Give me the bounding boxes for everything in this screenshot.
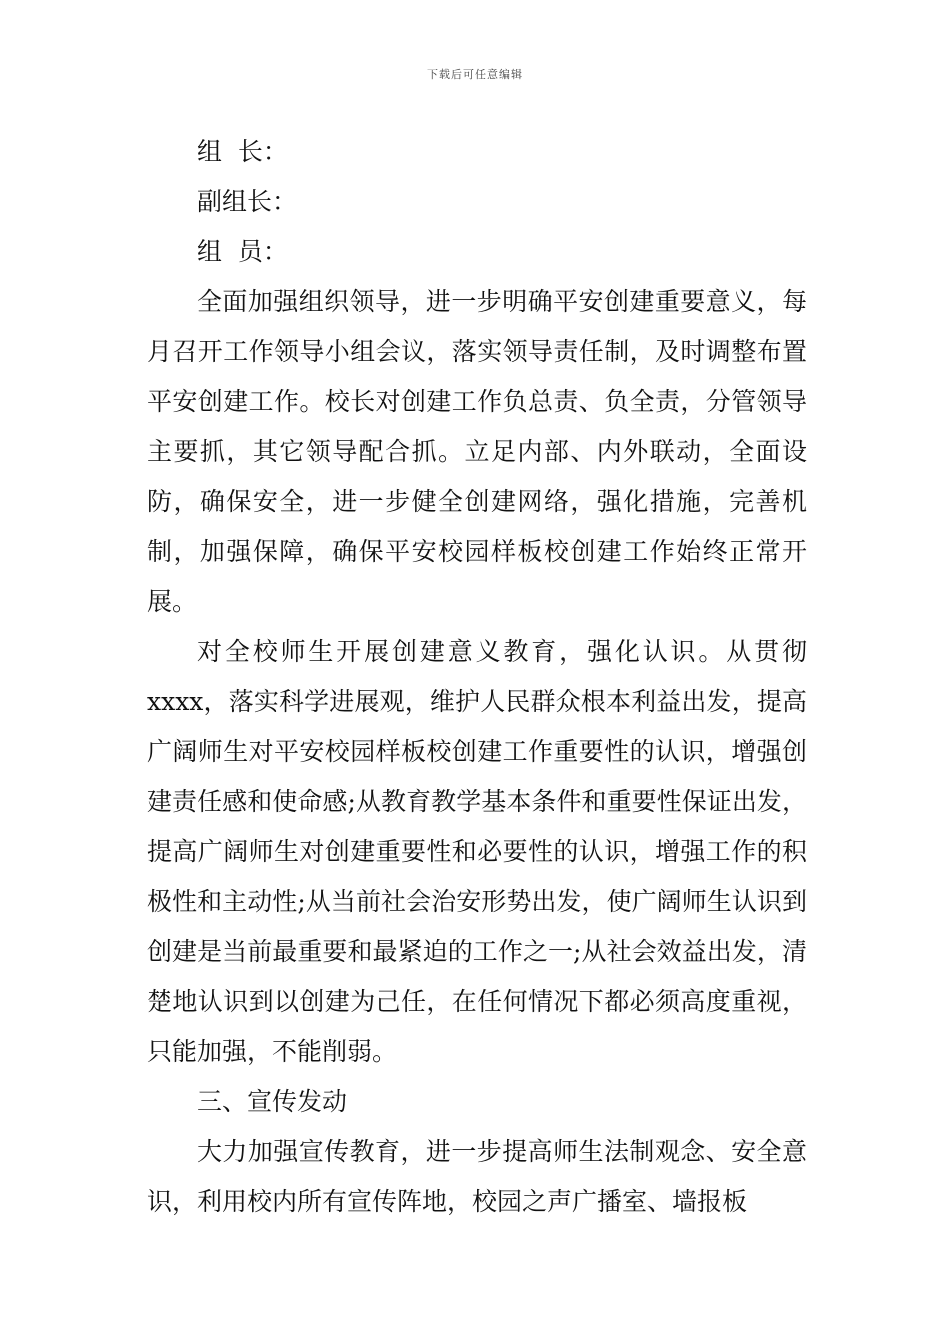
paragraph-organization-leadership: 全面加强组织领导，进一步明确平安创建重要意义，每月召开工作领导小组会议，落实领导责任制，及时调整布置平安创建工作。校长对创建工作负总责、负全责，分管领导主要抓，其它领导配合抓。立足内部、内外联动，全面设防，确保安全，进一步健全创建网络，强化措施，完善机制，加强保障，确保平安校园样板校创建工作始终正常开展。 bbox=[147, 287, 807, 616]
role-deputy-leader: 副组长： bbox=[197, 187, 298, 216]
role-member: 组 员： bbox=[197, 237, 288, 266]
page-header-note: 下载后可任意编辑 bbox=[427, 68, 523, 81]
paragraph-publicity-education: 大力加强宣传教育，进一步提高师生法制观念、安全意识，利用校内所有宣传阵地，校园之声广播室、墙报板 bbox=[147, 1137, 807, 1216]
document-body bbox=[147, 127, 807, 1227]
paragraph-awareness-education: 对全校师生开展创建意义教育，强化认识。从贯彻xxxx，落实科学进展观，维护人民群众根本利益出发，提高广阔师生对平安校园样板校创建工作重要性的认识，增强创建责任感和使命感;从教育教学基本条件和重要性保证出发，提高广阔师生对创建重要性和必要性的认识，增强工作的积极性和主动性;从当前社会治安形势出发，使广阔师生认识到创建是当前最重要和最紧迫的工作之一;从社会效益出发，清楚地认识到以创建为己任，在任何情况下都必须高度重视，只能加强，不能削弱。 bbox=[147, 637, 807, 1066]
section-heading-publicity: 三、宣传发动 bbox=[197, 1087, 348, 1116]
role-leader: 组 长： bbox=[197, 137, 288, 166]
